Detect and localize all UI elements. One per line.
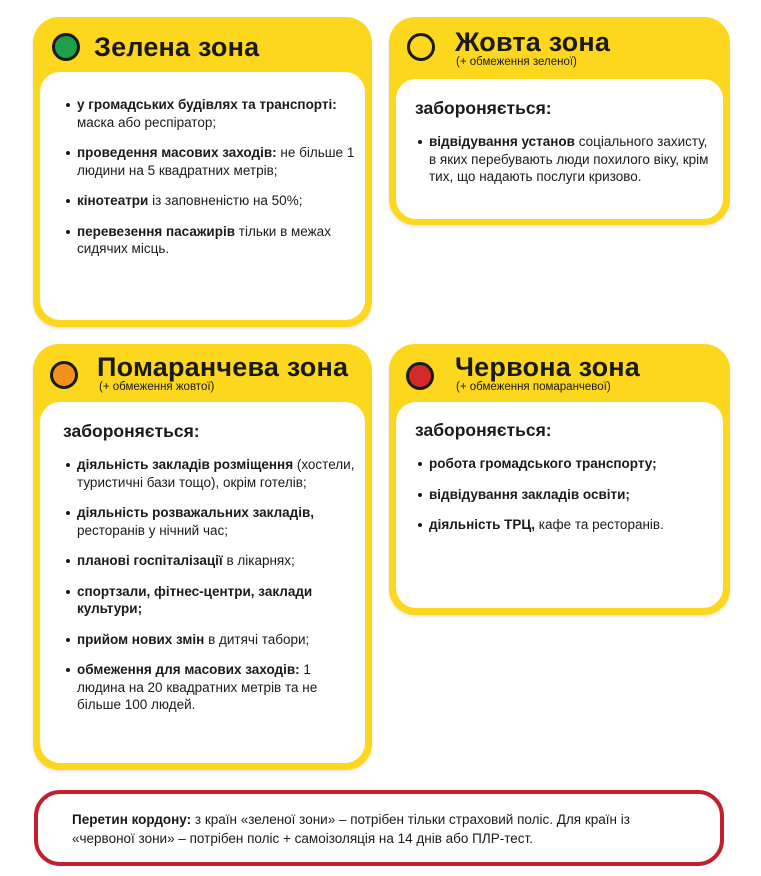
list-item: обмеження для масових заходів: 1 людина на 20 квадратних метрів та не більше 100 людей.	[63, 661, 358, 714]
red-forbidden-label: забороняється:	[415, 420, 552, 440]
list-item: відвідування закладів освіти;	[415, 486, 712, 504]
list-item: діяльність розважальних закладів, ресторанів у нічний час;	[63, 504, 358, 539]
red-zone-subtitle: (+ обмеження помаранчевої)	[456, 381, 611, 393]
green-circle-icon	[52, 33, 80, 61]
yellow-zone-subtitle: (+ обмеження зеленої)	[456, 56, 577, 68]
list-item: діяльність закладів розміщення (хостели, туристичні бази тощо), окрім готелів;	[63, 456, 358, 491]
yellow-zone-body	[396, 79, 723, 219]
orange-zone-subtitle: (+ обмеження жовтої)	[99, 381, 215, 393]
red-zone-card	[389, 344, 730, 615]
green-zone-list	[63, 96, 358, 258]
orange-forbidden-label: забороняється:	[63, 421, 200, 441]
list-item: відвідування установ соціального захисту, в яких перебувають люди похилого віку, крім тих, що надають послуги кризово.	[415, 133, 712, 186]
yellow-zone-list	[415, 133, 712, 186]
list-item: проведення масових заходів: не більше 1 людини на 5 квадратних метрів;	[63, 144, 358, 179]
orange-zone-card	[33, 344, 372, 770]
list-item: планові госпіталізації в лікарнях;	[63, 552, 358, 570]
orange-zone-title: Помаранчева зона	[97, 352, 349, 382]
border-crossing-text: Перетин кордону: з країн «зеленої зони» – потрібен тільки страховий поліс. Для країн із «червоної зони» – потрібен поліс + самоізоляція на 14 днів або ПЛР-тест.	[72, 812, 630, 846]
green-zone-title: Зелена зона	[94, 32, 260, 62]
yellow-zone-title: Жовта зона	[455, 27, 611, 57]
empty-circle-icon	[407, 33, 435, 61]
yellow-zone-card	[389, 17, 730, 225]
red-zone-body	[396, 402, 723, 608]
list-item: діяльність ТРЦ, кафе та ресторанів.	[415, 516, 712, 534]
list-item: кінотеатри із заповненістю на 50%;	[63, 192, 358, 210]
red-circle-icon	[406, 362, 434, 390]
orange-zone-body	[40, 402, 365, 763]
list-item: робота громадського транспорту;	[415, 455, 712, 473]
red-zone-title: Червона зона	[455, 352, 641, 382]
green-zone-body	[40, 72, 365, 320]
orange-zone-list	[63, 456, 358, 714]
orange-circle-icon	[50, 361, 78, 389]
list-item: спортзали, фітнес-центри, заклади культури;	[63, 583, 358, 618]
yellow-forbidden-label: забороняється:	[415, 98, 552, 118]
list-item: перевезення пасажирів тільки в межах сидячих місць.	[63, 223, 358, 258]
green-zone-card	[33, 17, 372, 327]
list-item: прийом нових змін в дитячі табори;	[63, 631, 358, 649]
list-item: у громадських будівлях та транспорті: маска або респіратор;	[63, 96, 358, 131]
border-crossing-note	[34, 790, 724, 866]
red-zone-list	[415, 455, 712, 534]
